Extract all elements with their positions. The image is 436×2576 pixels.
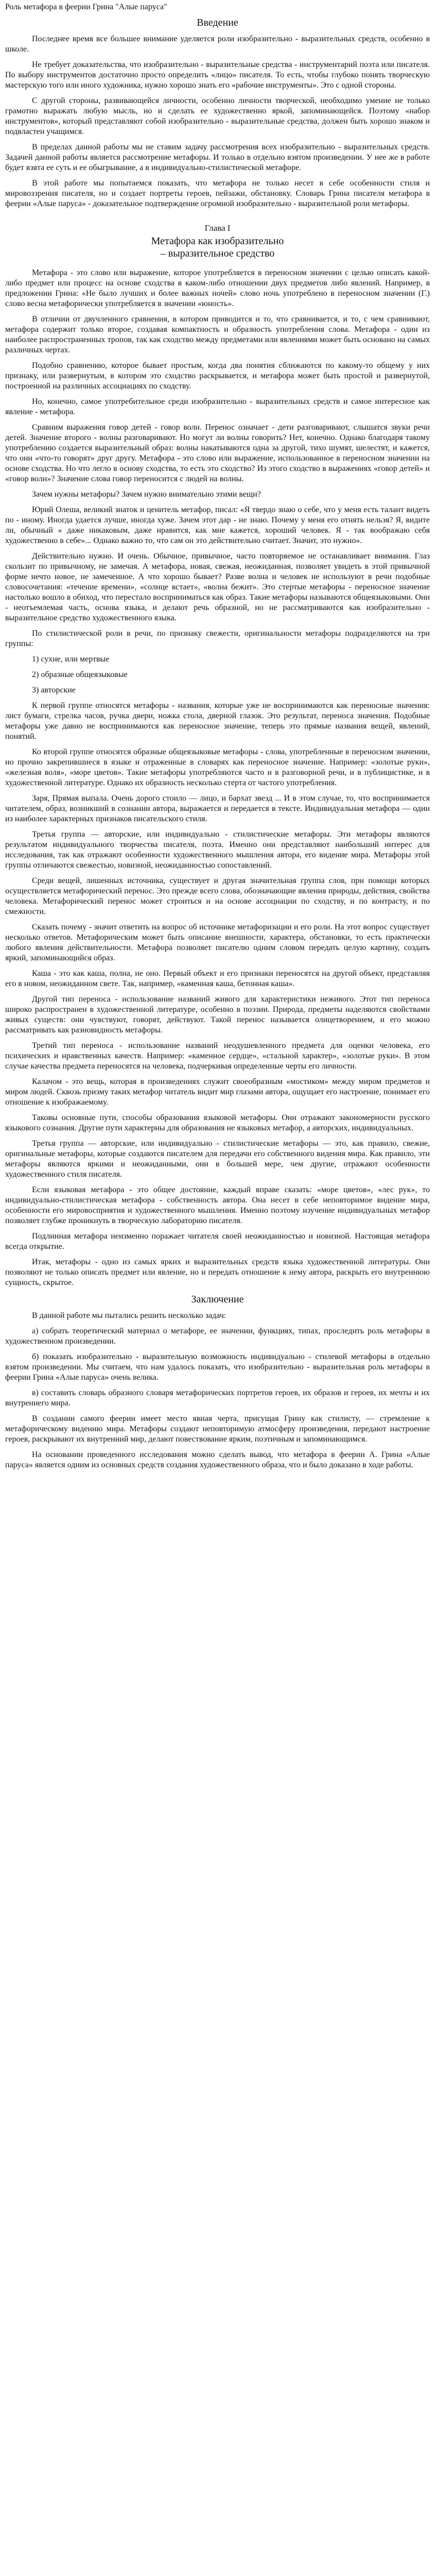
paragraph: Третий тип переноса - использование названий неодушевленного предмета для оценки человека, его психических и нравственных качеств. Например: «каменное сердце», «стальной характер», «золотые руки». В этом случае качества предмета переносятся на человека, подчеркивая определенные черты его личности. — [5, 1041, 430, 1071]
paragraph: 1) сухие, или мертвые — [32, 655, 110, 664]
paragraph: б) показать изобразительно - выразительную возможность индивидуально - стилевой метафоры в отдельно взятом произведении. Мы считаем, что нам удалось показать, что изобразительно - выразительная роль метафоры в феерии Грина «Алые паруса» очень велика. — [5, 1352, 430, 1382]
chapter-title-line1: Метафора как изобразительно — [151, 235, 284, 247]
paragraph: Но, конечно, самое употребительное среди изобразительно - выразительных средств и самое интересное как явление - метафора. — [5, 397, 430, 416]
paragraph: 2) образные общеязыковые — [32, 670, 128, 679]
paragraph: Заря, Прямая выпала. Очень дорого стоило — лицо, и бархат звезд ... И в этом случае, то, что воспринимается читателем, образ, возникший в сознании автора, выражается и передается в тексте. Индивидуальная метафора — один из наиболее характерных признаков писательского стиля. — [5, 794, 430, 823]
conclusion-section — [5, 1311, 430, 1470]
paragraph: В этой работе мы попытаемся показать, что метафора не только несет в себе особенности стиля и мировоззрения писателя, но и создает портреты героев, пейзажи, обстановку. Словарь Грина писателя метафора в феерии «Алые паруса» - доказательное подтверждение огромной изобразительно - выразительной роли метафоры. — [5, 179, 430, 208]
chapter-title-line2: – выразительное средство — [160, 248, 275, 259]
paragraph: Если языковая метафора - это общее достояние, каждый вправе сказать: «море цветов», «лес рук», то индивидуально-стилистическая метафора - собственность автора. Она несет в себе неповторимое видение мира, особенности его мировосприятия и художественного мышления. Именно поэтому изучение индивидуальных метафор позволяет глубже проникнуть в творческую лабораторию писателя. — [5, 1185, 430, 1225]
paragraph: Другой тип переноса - использование названий живого для характеристики неживого. Этот тип переноса широко распространен в художественной литературе, особенно в поэзии. Природа, предметы наделяются свойствами живых существ: они чувствуют, говорят, действуют. Такой перенос называется олицетворением, и его можно рассматривать как разновидность метафоры. — [5, 995, 430, 1035]
paragraph: Среди вещей, лишенных источника, существует и другая значительная группа слов, при помощи которых осуществляется метафорический перенос. Это прежде всего слова, обозначающие явления природы, действия, свойства человека. Метафорический перенос может строиться и на основе ассоциации по сходству, и по контрасту, и по смежности. — [5, 876, 430, 916]
intro-section — [5, 34, 430, 209]
paragraph: Третья группа — авторские, или индивидуально - стилистические метафоры — это, как правило, свежие, оригинальные метафоры, которые создаются писателем для передачи его собственного видения мира. Как правило, эти метафоры являются яркими и неожиданными, они в большей мере, чем другие, отражают особенности художественного стиля писателя. — [5, 1139, 430, 1179]
paragraph: Каша - это как каша, полна, не оно. Первый объект и его признаки переносятся на другой объект, представляя его в новом, неожиданном свете. Так, например, «каменная каша, бетонная каша». — [5, 969, 430, 988]
intro-heading: Введение — [197, 17, 238, 28]
paragraph: В данной работе мы пытались решить несколько задач: — [32, 1311, 226, 1320]
paragraph: В отличии от двучленного сравнения, в котором приводится и то, что сравнивается, и то, с чем сравнивают, метафора содержит только второе, создавая компактность и образность употребления слова. Метафора - один из наиболее распространенных тропов, так как сходство между предметами или явлениями может быть основано на самых различных чертах. — [5, 315, 430, 354]
paragraph: Действительно нужно. И очень. Обычное, привычное, часто повторяемое не останавливает внимания. Глаз скользит по привычному, не замечая. А метафора, новая, свежая, неожиданная, позволяет увидеть в этой привычной форме нечто новое, не замеченное. А что хорошо бывает? Разве волна и человек не используют в речи подобные словосочетания: «течение времени», «солнце встает», «волна бежит». Это стертые метафоры - переносное значение настолько вошло в обиход, что перестало восприниматься как образ. Такие метафоры называются общеязыковыми. Они - неотъемлемая часть, основа языка, и делают речь образной, но не рассматриваются как изобразительно - выразительное средство художественного языка. — [5, 552, 430, 622]
chapter-label: Глава I — [204, 223, 231, 233]
paragraph: Зачем нужны метафоры? Зачем нужно внимательно этими вещи? — [32, 490, 261, 499]
paragraph: В пределах данной работы мы не ставим задачу рассмотрения всех изобразительно - выразительных средств. Задачей данной работы является рассмотрение метафоры. И только в отдельно взятом произведении. У нее же в работе будет взята ее суть и ее обыгрывание, а в индивидуально-стилистической метафоре. — [5, 143, 430, 172]
chapter-header — [5, 223, 430, 260]
conclusion-heading: Заключение — [191, 1294, 244, 1305]
paragraph: Не требует доказательства, что изобразительно - выразительные средства - инструментарий поэта или писателя. По выбору инструментов достаточно просто определить «лицо» писателя. То есть, чтобы глубоко понять творческую мастерскую того или иного художника, нужно хорошо знать его «рабочие инструменты». Это с одной стороны. — [5, 60, 430, 90]
paragraph: Ко второй группе относятся образные общеязыковые метафоры - слова, употребленные в переносном значении, но прочно закрепившиеся в языке и отраженные в словарях как переносное значение. Например: «золотые руки», «железная воля», «море цветов». Такие метафоры употребляются часто и в разговорной речи, и в публицистике, и в художественной литературе. Однако их образность несколько стерта от частого употребления. — [5, 748, 430, 787]
paragraph: На основании проведенного исследования можно сделать вывод, что метафора в феерии А. Грина «Алые паруса» является одним из основных средств создания художественного образа, что и было доказано в ходе работы. — [5, 1450, 430, 1469]
paragraph: С другой стороны, развивающейся личности, особенно личности творческой, необходимо умение не только грамотно выражать любую мысль, но и сделать ее художественно яркой, запоминающейся. Поэтому «набор инструментов», который представляют собой изобразительно - выразительные средства, должен быть хорошо знаком и подвластен учащимся. — [5, 96, 430, 136]
paragraph: 3) авторские — [32, 686, 76, 694]
paragraph: Итак, метафоры - одно из самых ярких и выразительных средств языка художественной литературы. Они позволяют не только описать предмет или явление, но и передать отношение к нему автора, раскрыть его внутреннюю сущность, скрытое. — [5, 1258, 430, 1287]
paragraph: Сравним выражения говор детей - говор волн. Перенос означает - дети разговаривают, слышатся звуки речи детей. Значение второго - волны разговаривают. Но могут ли волны говорить? Нет, конечно. Однако благодаря такому употреблению создается выразительный образ: волны накатываются одна за другой, тихо шумят, шелестят, и кажется, что они «что-то говорят» друг другу. Метафора - это слово или выражение, использованное в переносном значении на основе сходства. Но что легло в основу сходства, то есть это сходство? Из этого сходство в выражениях «говор детей» и «говор волн»? Значение слова говор переносится с людей на волны. — [5, 423, 430, 483]
document-title: Роль метафора в феерии Грина "Алые паруса" — [5, 3, 167, 11]
paragraph: в) составить словарь образного словаря метафорических портретов героев, их образов и героев, их мечты и их внутреннего мира. — [5, 1388, 430, 1408]
paragraph: Юрий Олеша, великий знаток и ценитель метафор, писал: «Я твердо знаю о себе, что у меня есть талант видеть по - иному. Иногда удается лучше, иногда хуже. Зачем этот дар - не знаю. Почему у меня его отнять нельзя? Я, видите ли, обычный « даже никаковым, даже нравится, как мне кажется, хороший человек. Я - так воображаю себя художественно в себе»... Однако важно то, что сам он это действительно считает. Значит, это нужно». — [5, 505, 430, 545]
paragraph: Таковы основные пути, способы образования языковой метафоры. Они отражают закономерности русского языкового сознания. Другие пути характерны для образования не языковых метафор, а авторских, индивидуальных. — [5, 1113, 430, 1132]
paragraph: Подобно сравнению, которое бывает простым, когда два понятия сближаются по какому-то общему у них признаку, или развернутым, в котором это сходство раскрывается, и метафора может быть простой и развернутой, построенной на различных ассоциациях по сходству. — [5, 361, 430, 391]
paragraph: По стилистической роли в речи, по признаку свежести, оригинальности метафоры подразделяются на три группы: — [5, 629, 430, 648]
chapter-section — [5, 268, 430, 1288]
paragraph: Метафора - это слово или выражение, которое употребляется в переносном значении с целью описать какой-либо предмет или процесс на основе сходства в каком-либо отношении двух предметов либо явлений. Например, в предложении Грина: «Не было лучших и более важных ночей» слово ночь употреблено в переносном значении (Г.) слово весна метафорически употребляется в значении «юность». — [5, 268, 430, 308]
paragraph: В создании самого феерии имеет место явная черта, присущая Грину как стилисту, — стремление к метафорическому видению мира. Метафоры создают неповторимую атмосферу произведения, передают настроение героев, раскрывают их внутренний мир, делают повествование ярким, поэтичным и запоминающимся. — [5, 1414, 430, 1444]
paragraph: Сказать почему - значит ответить на вопрос об источнике метафоризации и его роли. На этот вопрос существует несколько ответов. Метафорическим может быть описание внешности, характера, обстановки, то есть практически любого явления действительности. Метафора позволяет писателю одним словом передать целую картину, создать яркий, запоминающийся образ. — [5, 923, 430, 962]
paragraph: Последнее время все большее внимание уделяется роли изобразительно - выразительных средств, особенно в школе. — [5, 35, 430, 54]
paragraph: К первой группе относятся метафоры - названия, которые уже не воспринимаются как переносные значения: лист бумаги, стрелка часов, ручка двери, ножка стола, дверной глазок. Это результат, переноса значения. Подобные метафоры уже давно не воспринимаются как переносное значение, теперь это прямые названия вещей, явлений, понятий. — [5, 701, 430, 741]
paragraph: а) собрать теоретический материал о метафоре, ее значении, функциях, типах, проследить роль метафоры в художественном произведении. — [5, 1327, 430, 1346]
paragraph: Подлинная метафора неизменно поражает читателя своей неожиданностью и новизной. Настоящая метафора всегда открытие. — [5, 1232, 430, 1251]
paragraph: Третья группа — авторские, или индивидуально - стилистические метафоры. Эти метафоры являются результатом индивидуального творчества писателя, поэта. Именно они представляют наибольший интерес для исследования, так как отражают особенности художественного мышления автора, его видение мира. Метафоры этой группы отличаются свежестью, новизной, неожиданностью сопоставлений. — [5, 830, 430, 870]
paragraph: Калачом - это вещь, которая в произведениях служит своеобразным «мостиком» между миром предметов и миром людей. Сквозь призму таких метафор читатель видит мир глазами автора, ощущает его настроение, понимает его отношение к изображаемому. — [5, 1077, 430, 1107]
